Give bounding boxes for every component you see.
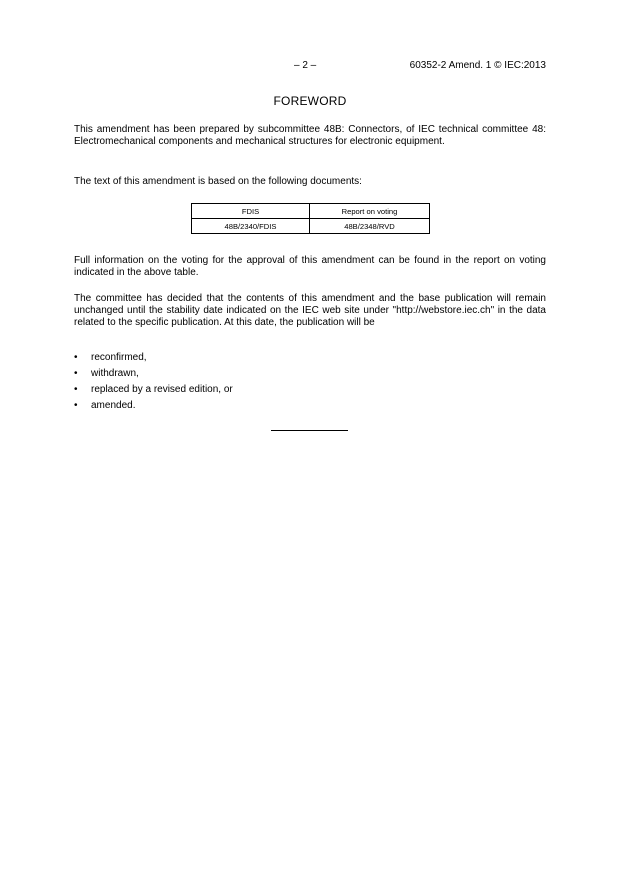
list-item-text: withdrawn, <box>91 368 139 379</box>
list-item-text: replaced by a revised edition, or <box>91 384 233 395</box>
list-item-text: amended. <box>91 400 136 411</box>
outcome-list <box>74 352 233 416</box>
based-on-paragraph: The text of this amendment is based on the following documents: <box>74 176 362 187</box>
bullet-icon: • <box>74 368 78 379</box>
list-item <box>74 368 233 384</box>
intro-paragraph: This amendment has been prepared by subcommittee 48B: Connectors, of IEC technical committee 48: Electromechanical components and mechanical structures for electronic equipment. <box>74 124 546 147</box>
foreword-title: FOREWORD <box>273 94 347 108</box>
stability-paragraph: The committee has decided that the contents of this amendment and the base publication will remain unchanged until the stability date indicated on the IEC web site under "http://webstore.iec.ch" in the data related to the specific publication. At this date, the publication will be <box>74 293 546 328</box>
documents-table <box>191 203 430 234</box>
table-header-row <box>192 204 430 219</box>
list-item <box>74 384 233 400</box>
table-cell-fdis: 48B/2340/FDIS <box>192 219 310 234</box>
end-rule <box>271 430 348 431</box>
list-item <box>74 400 233 416</box>
bullet-icon: • <box>74 352 78 363</box>
table-row <box>192 219 430 234</box>
table-header-report: Report on voting <box>310 204 430 219</box>
bullet-icon: • <box>74 384 78 395</box>
list-item-text: reconfirmed, <box>91 352 147 363</box>
bullet-icon: • <box>74 400 78 411</box>
list-item <box>74 352 233 368</box>
page-number: – 2 – <box>294 60 317 71</box>
table-header-fdis: FDIS <box>192 204 310 219</box>
voting-info-paragraph: Full information on the voting for the approval of this amendment can be found in the report on voting indicated in the above table. <box>74 255 546 278</box>
document-id: 60352-2 Amend. 1 © IEC:2013 <box>409 60 546 71</box>
table-cell-rvd: 48B/2348/RVD <box>310 219 430 234</box>
